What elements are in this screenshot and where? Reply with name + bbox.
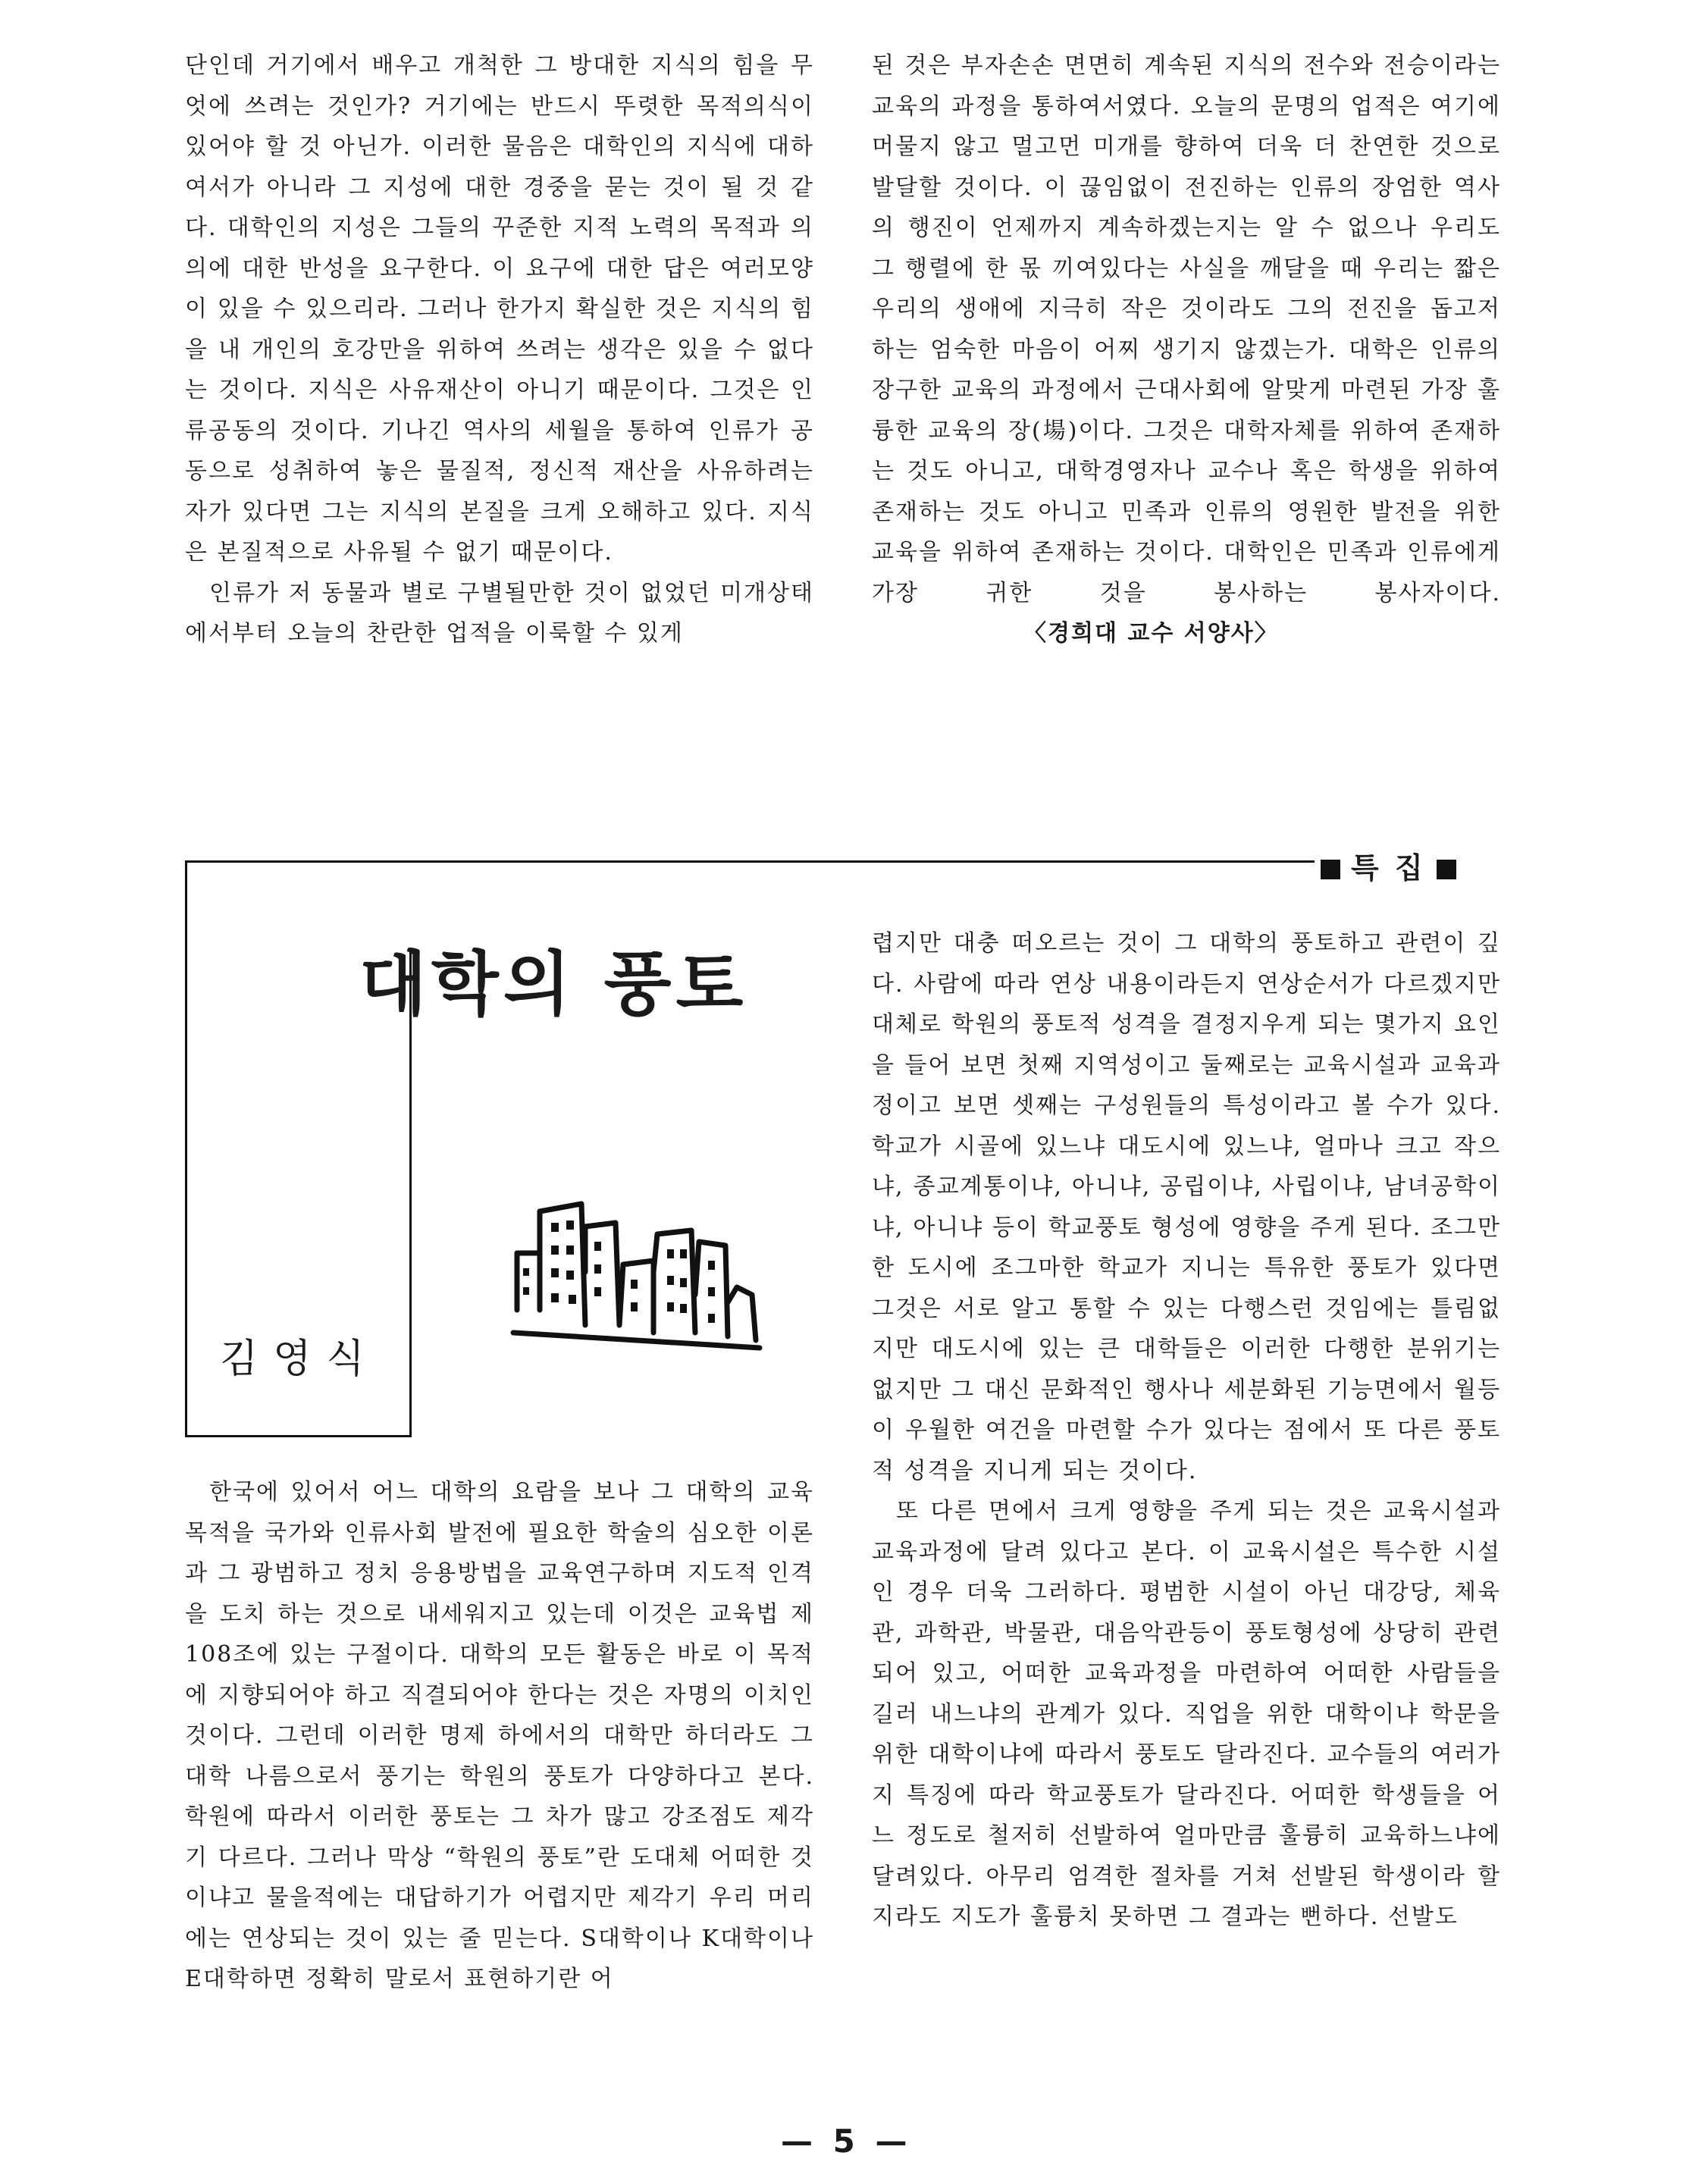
section-label bbox=[1321, 844, 1456, 886]
paragraph: 한국에 있어서 어느 대학의 요람을 보나 그 대학의 교육목적을 국가와 인류사회 발전에 필요한 학술의 심오한 이론과 그 광범하고 정치 응용방법을 교육연구하며 지도적 인격을 도치 하는 것으로 내세워지고 있는데 이것은 교육법 제108조에 있는 구절이다. 대학의 모든 활동은 바로 이 목적에 지향되어야 하고 직결되어야 한다는 것은 자명의 이치인 것이다. 그런데 이러한 명제 하에서의 대학만 하더라도 그 대학 나름으로서 풍기는 학원의 풍토가 다양하다고 본다. 학원에 따라서 이러한 풍토는 그 차가 많고 강조점도 제각기 다르다. 그러나 막상 “학원의 풍토”란 도대체 어떠한 것이냐고 물을적에는 대답하기가 어렵지만 제각기 우리 머리에는 연상되는 것이 있는 줄 믿는다. S대학이나 K대학이나 E대학하면 정확히 말로서 표현하기란 어 bbox=[185, 1479, 814, 1992]
square-icon bbox=[1437, 860, 1456, 879]
author-signature: 〈경희대 교수 서양사〉 bbox=[1023, 620, 1279, 647]
bottom-left-column bbox=[185, 1472, 814, 2000]
paragraph: 또 다른 면에서 크게 영향을 주게 되는 것은 교육시설과 교육과정에 달려 있다고 본다. 이 교육시설은 특수한 시설인 경우 더욱 그러하다. 평범한 시설이 아닌 대강당, 체육관, 과학관, 박물관, 대음악관등이 풍토형성에 상당히 관련되어 있고, 어떠한 교육과정을 마련하여 어떠한 사람들을 길러 내느냐의 관계가 있다. 직업을 위한 대학이냐 학문을 위한 대학이냐에 따라서 풍토도 달라진다. 교수들의 여러가지 특징에 따라 학교풍토가 달라진다. 어떠한 학생들을 어느 정도로 철저히 선발하여 얼마만큼 훌륭히 교육하느냐에 달려있다. 아무리 엄격한 절차를 거쳐 선발된 학생이라 할지라도 지도가 훌륭치 못하면 그 결과는 뻔하다. 선발도 bbox=[872, 1498, 1501, 1930]
paragraph: 렵지만 대충 떠오르는 것이 그 대학의 풍토하고 관련이 깊다. 사람에 따라 연상 내용이라든지 연상순서가 다르겠지만 대체로 학원의 풍토적 성격을 결정지우게 되는 몇가지 요인을 들어 보면 첫째 지역성이고 둘째로는 교육시설과 교육과정이고 보면 셋째는 구성원들의 특성이라고 볼 수가 있다. 학교가 시골에 있느냐 대도시에 있느냐, 얼마나 크고 작으냐, 종교계통이냐, 아니냐, 공립이냐, 사립이냐, 남녀공학이냐, 아니냐 등이 학교풍토 형성에 영향을 주게 된다. 조그만한 도시에 조그마한 학교가 지니는 특유한 풍토가 있다면 그것은 서로 알고 통할 수 있는 다행스런 것임에는 틀림없지만 대도시에 있는 큰 대학들은 이러한 다행한 분위기는 없지만 그 대신 문화적인 행사나 세분화된 기능면에서 월등이 우월한 여건을 마련할 수가 있다는 점에서 또 다른 풍토적 성격을 지니게 되는 것이다. bbox=[872, 930, 1501, 1484]
section-rule bbox=[185, 860, 1315, 863]
top-right-column bbox=[872, 45, 1501, 654]
bottom-right-column bbox=[872, 923, 1501, 1938]
title-box-left-rule bbox=[185, 860, 187, 1437]
paragraph-text: 된 것은 부자손손 면면히 계속된 지식의 전수와 전승이라는 교육의 과정을 통하여서였다. 오늘의 문명의 업적은 여기에 머물지 않고 멀고먼 미개를 향하여 더욱 더 찬연한 것으로 발달할 것이다. 이 끊임없이 전진하는 인류의 장엄한 역사의 행진이 언제까지 계속하겠는지는 알 수 없으나 우리도 그 행렬에 한 몫 끼여있다는 사실을 깨달을 때 우리는 짧은 우리의 생애에 지극히 작은 것이라도 그의 전진을 돕고저 하는 엄숙한 마음이 어찌 생기지 않겠는가. 대학은 인류의 장구한 교육의 과정에서 근대사회에 알맞게 마련된 가장 훌륭한 교육의 장(場)이다. 그것은 대학자체를 위하여 존재하는 것도 아니고, 대학경영자나 교수나 혹은 학생을 위하여 존재하는 것도 아니고 민족과 인류의 영원한 발전을 위한 교육을 위하여 존재하는 것이다. 대학인은 민족과 인류에게 가장 귀한 것을 봉사하는 봉사자이다. bbox=[872, 52, 1501, 606]
paragraph bbox=[872, 45, 1501, 654]
author-name: 김영식 bbox=[220, 1336, 380, 1382]
title-box-bottom-rule bbox=[185, 1435, 412, 1437]
buildings-illustration-icon bbox=[509, 1181, 767, 1363]
page-number: — 5 — bbox=[781, 2123, 912, 2160]
square-icon bbox=[1321, 860, 1340, 879]
article-title: 대학의 풍토 bbox=[359, 944, 748, 1025]
paragraph: 단인데 거기에서 배우고 개척한 그 방대한 지식의 힘을 무엇에 쓰려는 것인가? 거기에는 반드시 뚜렷한 목적의식이 있어야 할 것 아닌가. 이러한 물음은 대학인의 지식에 대하여서가 아니라 그 지성에 대한 경중을 묻는 것이 될 것 같다. 대학인의 지성은 그들의 꾸준한 지적 노력의 목적과 의의에 대한 반성을 요구한다. 이 요구에 대한 답은 여러모양이 있을 수 있으리라. 그러나 한가지 확실한 것은 지식의 힘을 내 개인의 호강만을 위하여 쓰려는 생각은 있을 수 없다는 것이다. 지식은 사유재산이 아니기 때문이다. 그것은 인류공동의 것이다. 기나긴 역사의 세월을 통하여 인류가 공동으로 성취하여 놓은 물질적, 정신적 재산을 사유하려는 자가 있다면 그는 지식의 본질을 크게 오해하고 있다. 지식은 본질적으로 사유될 수 없기 때문이다. bbox=[185, 52, 814, 566]
top-left-column bbox=[185, 45, 814, 654]
section-label-text: 특 집 bbox=[1351, 851, 1426, 885]
paragraph: 인류가 저 동물과 별로 구별될만한 것이 없었던 미개상태에서부터 오늘의 찬란한 업적을 이룩할 수 있게 bbox=[185, 579, 814, 647]
